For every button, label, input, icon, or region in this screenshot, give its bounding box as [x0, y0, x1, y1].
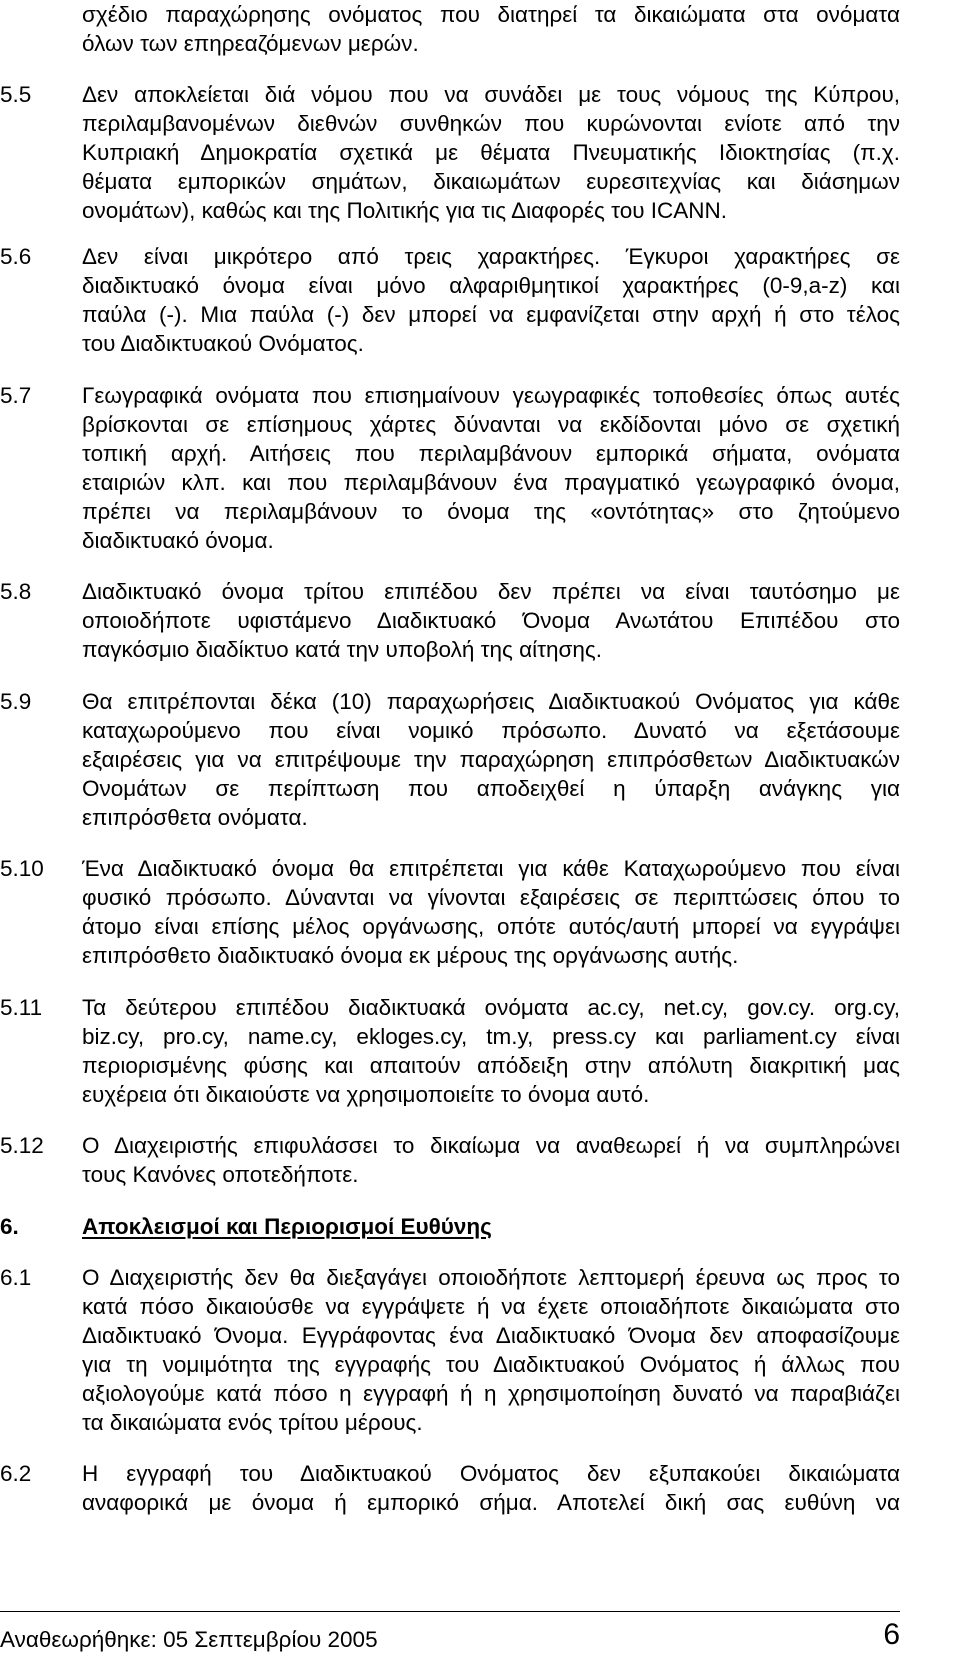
paragraph-line: περιορισμένης φύσης και απαιτούν απόδειξη στην απόλυτη διακριτική μας — [82, 1053, 900, 1078]
paragraph-line: εταιριών κλπ. και που περιλαμβάνουν ένα πραγματικό γεωγραφικό όνομα, — [82, 470, 900, 495]
paragraph-line: παύλα (-). Μια παύλα (-) δεν μπορεί να εμφανίζεται στην αρχή ή στο τέλος — [82, 302, 900, 327]
paragraph-line: Η εγγραφή του Διαδικτυακού Ονόματος δεν εξυπακούει δικαιώματα — [82, 1461, 900, 1486]
paragraph-line: πρέπει να περιλαμβάνουν το όνομα της «οντότητας» στο ζητούμενο — [82, 499, 900, 524]
paragraph-line: θέματα εμπορικών σημάτων, δικαιωμάτων ευρεσιτεχνίας και διάσημων — [82, 169, 900, 194]
paragraph-line: Τα δεύτερου επιπέδου διαδικτυακά ονόματα ac.cy, net.cy, gov.cy. org.cy, — [82, 995, 900, 1020]
paragraph-line: Ο Διαχειριστής επιφυλάσσει το δικαίωμα να αναθεωρεί ή να συμπληρώνει — [82, 1133, 900, 1158]
paragraph-line: φυσικό πρόσωπο. Δύνανται να γίνονται εξαιρέσεις σε περιπτώσεις όπου το — [82, 885, 900, 910]
paragraph-line: βρίσκονται σε επίσημους χάρτες δύνανται να εκδίδονται μόνο σε σχετική — [82, 412, 900, 437]
footer-divider — [0, 1611, 900, 1612]
paragraph-line: περιλαμβανομένων διεθνών συνθηκών που κυρώνονται ενίοτε από την — [82, 111, 900, 136]
paragraph-line: όλων των επηρεαζόμενων μερών. — [82, 31, 419, 56]
paragraph-line: του Διαδικτυακού Ονόματος. — [82, 331, 364, 356]
paragraph-line: σχέδιο παραχώρησης ονόματος που διατηρεί τα δικαιώματα στα ονόματα — [82, 2, 900, 27]
paragraph-line: Δεν είναι μικρότερο από τρεις χαρακτήρες. Έγκυροι χαρακτήρες σε — [82, 244, 900, 269]
paragraph-line: τοπική αρχή. Αιτήσεις που περιλαμβάνουν εμπορικά σήματα, ονόματα — [82, 441, 900, 466]
paragraph-line: Ο Διαχειριστής δεν θα διεξαγάγει οποιοδήποτε λεπτομερή έρευνα ως προς το — [82, 1265, 900, 1290]
section-number: 6.2 — [0, 1461, 32, 1486]
paragraph-line: διαδικτυακό όνομα είναι μόνο αλφαριθμητικοί χαρακτήρες (0-9,a-z) και — [82, 273, 900, 298]
paragraph-line: Θα επιτρέπονται δέκα (10) παραχωρήσεις Διαδικτυακού Ονόματος για κάθε — [82, 689, 900, 714]
section-number: 6. — [0, 1214, 19, 1239]
paragraph-line: επιπρόσθετα ονόματα. — [82, 805, 308, 830]
paragraph-line: εξαιρέσεις για να επιτρέψουμε την παραχώρηση επιπρόσθετων Διαδικτυακών — [82, 747, 900, 772]
section-number: 5.12 — [0, 1133, 44, 1158]
page-number: 6 — [883, 1618, 900, 1651]
paragraph-line: Κυπριακή Δημοκρατία σχετικά με θέματα Πνευματικής Ιδιοκτησίας (π.χ. — [82, 140, 900, 165]
section-number: 5.8 — [0, 579, 32, 604]
paragraph-line: ονομάτων), καθώς και της Πολιτικής για τις Διαφορές του ICANN. — [82, 198, 728, 223]
section-number: 5.6 — [0, 244, 32, 269]
section-number: 5.11 — [0, 995, 43, 1020]
paragraph-line: επιπρόσθετο διαδικτυακό όνομα εκ μέρους της οργάνωσης αυτής. — [82, 943, 739, 968]
paragraph-line: Διαδικτυακό όνομα τρίτου επιπέδου δεν πρέπει να είναι ταυτόσημο με — [82, 579, 900, 604]
paragraph-line: διαδικτυακό όνομα. — [82, 528, 274, 553]
paragraph-line: κατά πόσο δικαιούσθε να εγγράψετε ή να έχετε οποιαδήποτε δικαιώματα στο — [82, 1294, 900, 1319]
footer-revision-date: Αναθεωρήθηκε: 05 Σεπτεμβρίου 2005 — [0, 1627, 378, 1652]
paragraph-line: biz.cy, pro.cy, name.cy, ekloges.cy, tm.y, press.cy και parliament.cy είναι — [82, 1024, 900, 1049]
paragraph-line: τα δικαιώματα ενός τρίτου μέρους. — [82, 1410, 423, 1435]
section-number: 5.7 — [0, 383, 32, 408]
section-number: 5.9 — [0, 689, 32, 714]
paragraph-line: άτομο είναι επίσης μέλος οργάνωσης, οπότε αυτός/αυτή μπορεί να εγγράψει — [82, 914, 900, 939]
paragraph-line: τους Κανόνες οποτεδήποτε. — [82, 1162, 359, 1187]
section-number: 6.1 — [0, 1265, 32, 1290]
paragraph-line: καταχωρούμενο που είναι νομικό πρόσωπο. Δυνατό να εξετάσουμε — [82, 718, 900, 743]
section-heading: Αποκλεισμοί και Περιορισμοί Ευθύνης — [82, 1214, 492, 1239]
paragraph-line: ευχέρεια ότι δικαιούστε να χρησιμοποιείτε το όνομα αυτό. — [82, 1082, 650, 1107]
paragraph-line: για τη νομιμότητα της εγγραφής του Διαδικτυακού Ονόματος ή άλλως που — [82, 1352, 900, 1377]
section-number: 5.5 — [0, 82, 32, 107]
paragraph-line: Ονομάτων σε περίπτωση που αποδειχθεί η ύπαρξη ανάγκης για — [82, 776, 900, 801]
paragraph-line: αξιολογούμε κατά πόσο η εγγραφή ή η χρησιμοποίηση δυνατό να παραβιάζει — [82, 1381, 900, 1406]
paragraph-line: αναφορικά με όνομα ή εμπορικό σήμα. Αποτελεί δική σας ευθύνη να — [82, 1490, 900, 1515]
paragraph-line: παγκόσμιο διαδίκτυο κατά την υποβολή της αίτησης. — [82, 637, 603, 662]
section-number: 5.10 — [0, 856, 44, 881]
paragraph-line: Δεν αποκλείεται διά νόμου που να συνάδει με τους νόμους της Κύπρου, — [82, 82, 900, 107]
paragraph-line: οποιοδήποτε υφιστάμενο Διαδικτυακό Όνομα Ανωτάτου Επιπέδου στο — [82, 608, 900, 633]
paragraph-line: Ένα Διαδικτυακό όνομα θα επιτρέπεται για κάθε Καταχωρούμενο που είναι — [82, 856, 900, 881]
paragraph-line: Γεωγραφικά ονόματα που επισημαίνουν γεωγραφικές τοποθεσίες όπως αυτές — [82, 383, 900, 408]
paragraph-line: Διαδικτυακό Όνομα. Εγγράφοντας ένα Διαδικτυακό Όνομα δεν αποφασίζουμε — [82, 1323, 900, 1348]
